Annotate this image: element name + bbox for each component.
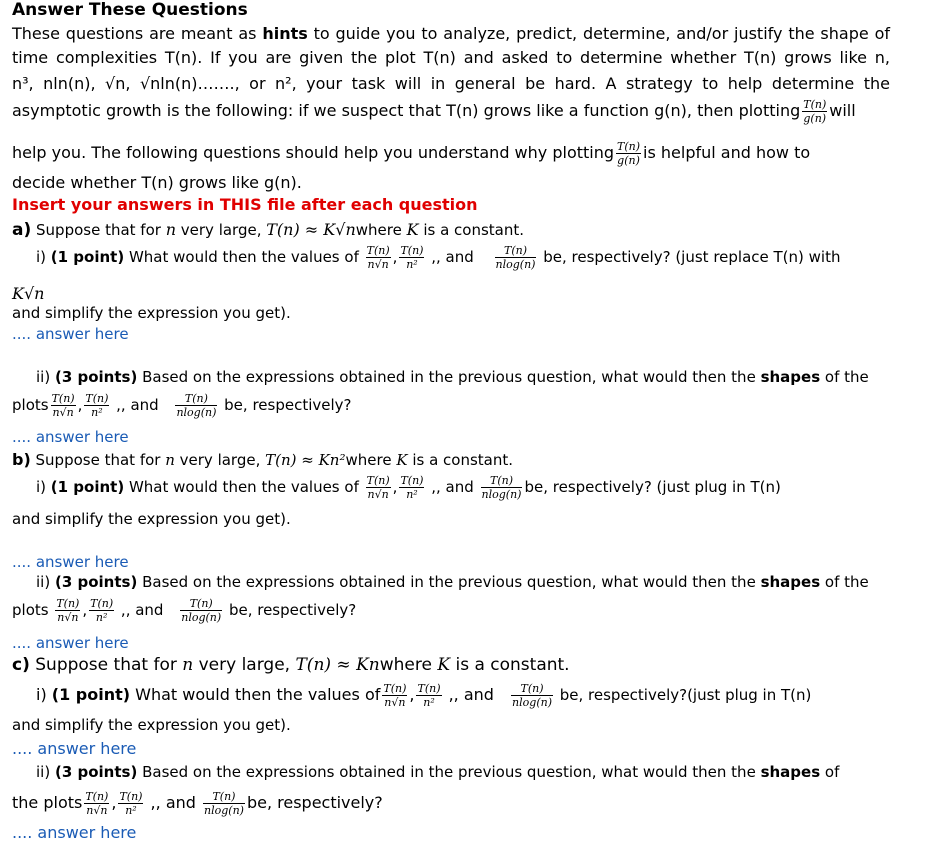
fraction-t-over-g: $\frac{T(n)}{g(n)}$ xyxy=(617,140,641,167)
fraction-t-over-n-squared: $\frac{T(n)}{\text{n²}}$ xyxy=(400,474,424,501)
fraction-t-over-n-sqrt-n: $\frac{T(n)}{n√n}$ xyxy=(366,474,390,501)
question-c-ii-cont: the plots $\frac{T(n)}{n√n}$ , $\frac{T(n)}{\text{n²}}$ ,, and $\frac{T(n)}{nlog(n)}$ be, respectively? xyxy=(12,790,383,817)
question-c-heading: c) Suppose that for n very large, T(n) ≈ Knwhere K is a constant. xyxy=(12,655,570,675)
question-b-i: i) (1 point) What would then the values of $\frac{T(n)}{n√n}$ , $\frac{T(n)}{\text{n²}}$ ,, and $\frac{T(n)}{nlog(n)}$ be, respectively? (just plug in T(n) xyxy=(36,474,781,501)
fraction-t-over-g: $\frac{T(n)}{g(n)}$ xyxy=(803,98,827,125)
fraction-t-over-nlogn: $\frac{T(n)}{nlog(n)}$ xyxy=(512,682,552,709)
intro-line-1: These questions are meant as hints to guide you to analyze, predict, determine, and/or justify the shape of xyxy=(12,24,890,43)
fraction-t-over-n-sqrt-n: $\frac{T(n)}{n√n}$ xyxy=(366,244,390,271)
fraction-t-over-nlogn: $\frac{T(n)}{nlog(n)}$ xyxy=(481,474,522,501)
question-b-i-cont: and simplify the expression you get). xyxy=(12,510,291,528)
intro-line-4: asymptotic growth is the following: if we suspect that T(n) grows like a function g(n), then plotting $\frac{T(n)}{g(n)}$ will xyxy=(12,98,856,125)
question-b-ii-cont: plots $\frac{T(n)}{n√n}$ , $\frac{T(n)}{\text{n²}}$ ,, and $\frac{T(n)}{nlog(n)}$ be, respectively? xyxy=(12,597,357,624)
question-c-ii-answer[interactable]: .... answer here xyxy=(12,823,137,842)
question-b-ii: ii) (3 points) Based on the expressions obtained in the previous question, what would then the shapes of the xyxy=(36,573,869,591)
question-a-i-answer[interactable]: .... answer here xyxy=(12,325,129,343)
fraction-t-over-n-squared: $\frac{T(n)}{\text{n²}}$ xyxy=(119,790,143,817)
question-a-i-cont-math: K√n xyxy=(12,284,45,303)
fraction-t-over-n-squared: $\frac{T(n)}{\text{n²}}$ xyxy=(90,597,114,624)
fraction-t-over-nlogn: $\frac{T(n)}{nlog(n)}$ xyxy=(176,392,217,419)
fraction-t-over-n-sqrt-n: $\frac{T(n)}{n√n}$ xyxy=(56,597,80,624)
question-c-i-cont: and simplify the expression you get). xyxy=(12,716,291,734)
fraction-t-over-n-squared: $\frac{T(n)}{\text{n²}}$ xyxy=(417,682,441,709)
question-b-ii-answer[interactable]: .... answer here xyxy=(12,634,129,652)
question-a-ii-answer[interactable]: .... answer here xyxy=(12,428,129,446)
question-c-i: i) (1 point) What would then the values of $\frac{T(n)}{n√n}$ , $\frac{T(n)}{\text{n²}}$ ,, and $\frac{T(n)}{nlog(n)}$ be, respectively?(just plug in T(n) xyxy=(36,682,812,709)
question-b-heading: b) Suppose that for n very large, T(n) ≈ Kn²where K is a constant. xyxy=(12,450,514,469)
intro-line-6: decide whether T(n) grows like g(n). xyxy=(12,173,302,192)
fraction-t-over-n-sqrt-n: $\frac{T(n)}{n√n}$ xyxy=(51,392,75,419)
intro-line-3: n³, nln(n), √n, √nln(n)……., or n², your task will in general be hard. A strategy to help determine the xyxy=(12,74,890,93)
intro-line-2: time complexities T(n). If you are given the plot T(n) and asked to determine whether T(n) grows like n, xyxy=(12,48,890,67)
question-a-i: i) (1 point) What would then the values of $\frac{T(n)}{n√n}$ , $\frac{T(n)}{\text{n²}}$ ,, and $\frac{T(n)}{nlog(n)}$ be, respectively? (just replace T(n) with xyxy=(36,244,841,271)
fraction-t-over-nlogn: $\frac{T(n)}{nlog(n)}$ xyxy=(181,597,222,624)
question-c-i-answer[interactable]: .... answer here xyxy=(12,739,137,758)
page-title: Answer These Questions xyxy=(12,0,248,20)
fraction-t-over-n-sqrt-n: $\frac{T(n)}{n√n}$ xyxy=(85,790,109,817)
fraction-t-over-n-squared: $\frac{T(n)}{\text{n²}}$ xyxy=(85,392,109,419)
question-a-ii-cont: plots $\frac{T(n)}{n√n}$ , $\frac{T(n)}{\text{n²}}$ ,, and $\frac{T(n)}{nlog(n)}$ be, respectively? xyxy=(12,392,352,419)
question-a-heading: a) Suppose that for n very large, T(n) ≈ K√nwhere K is a constant. xyxy=(12,220,525,240)
intro-line-5: help you. The following questions should help you understand why plotting $\frac{T(n)}{g(n)}$ is helpful and how to xyxy=(12,140,811,167)
question-b-i-answer[interactable]: .... answer here xyxy=(12,553,129,571)
hints-emphasis: hints xyxy=(262,24,308,43)
fraction-t-over-n-sqrt-n: $\frac{T(n)}{n√n}$ xyxy=(383,682,407,709)
question-c-ii: ii) (3 points) Based on the expressions obtained in the previous question, what would then the shapes of xyxy=(36,763,840,781)
question-a-ii: ii) (3 points) Based on the expressions obtained in the previous question, what would then the shapes of the xyxy=(36,368,869,386)
question-a-i-cont: and simplify the expression you get). xyxy=(12,304,291,322)
instruction-text: Insert your answers in THIS file after each question xyxy=(12,195,478,214)
fraction-t-over-nlogn: $\frac{T(n)}{nlog(n)}$ xyxy=(204,790,244,817)
fraction-t-over-n-squared: $\frac{T(n)}{\text{n²}}$ xyxy=(400,244,424,271)
fraction-t-over-nlogn: $\frac{T(n)}{nlog(n)}$ xyxy=(495,244,536,271)
